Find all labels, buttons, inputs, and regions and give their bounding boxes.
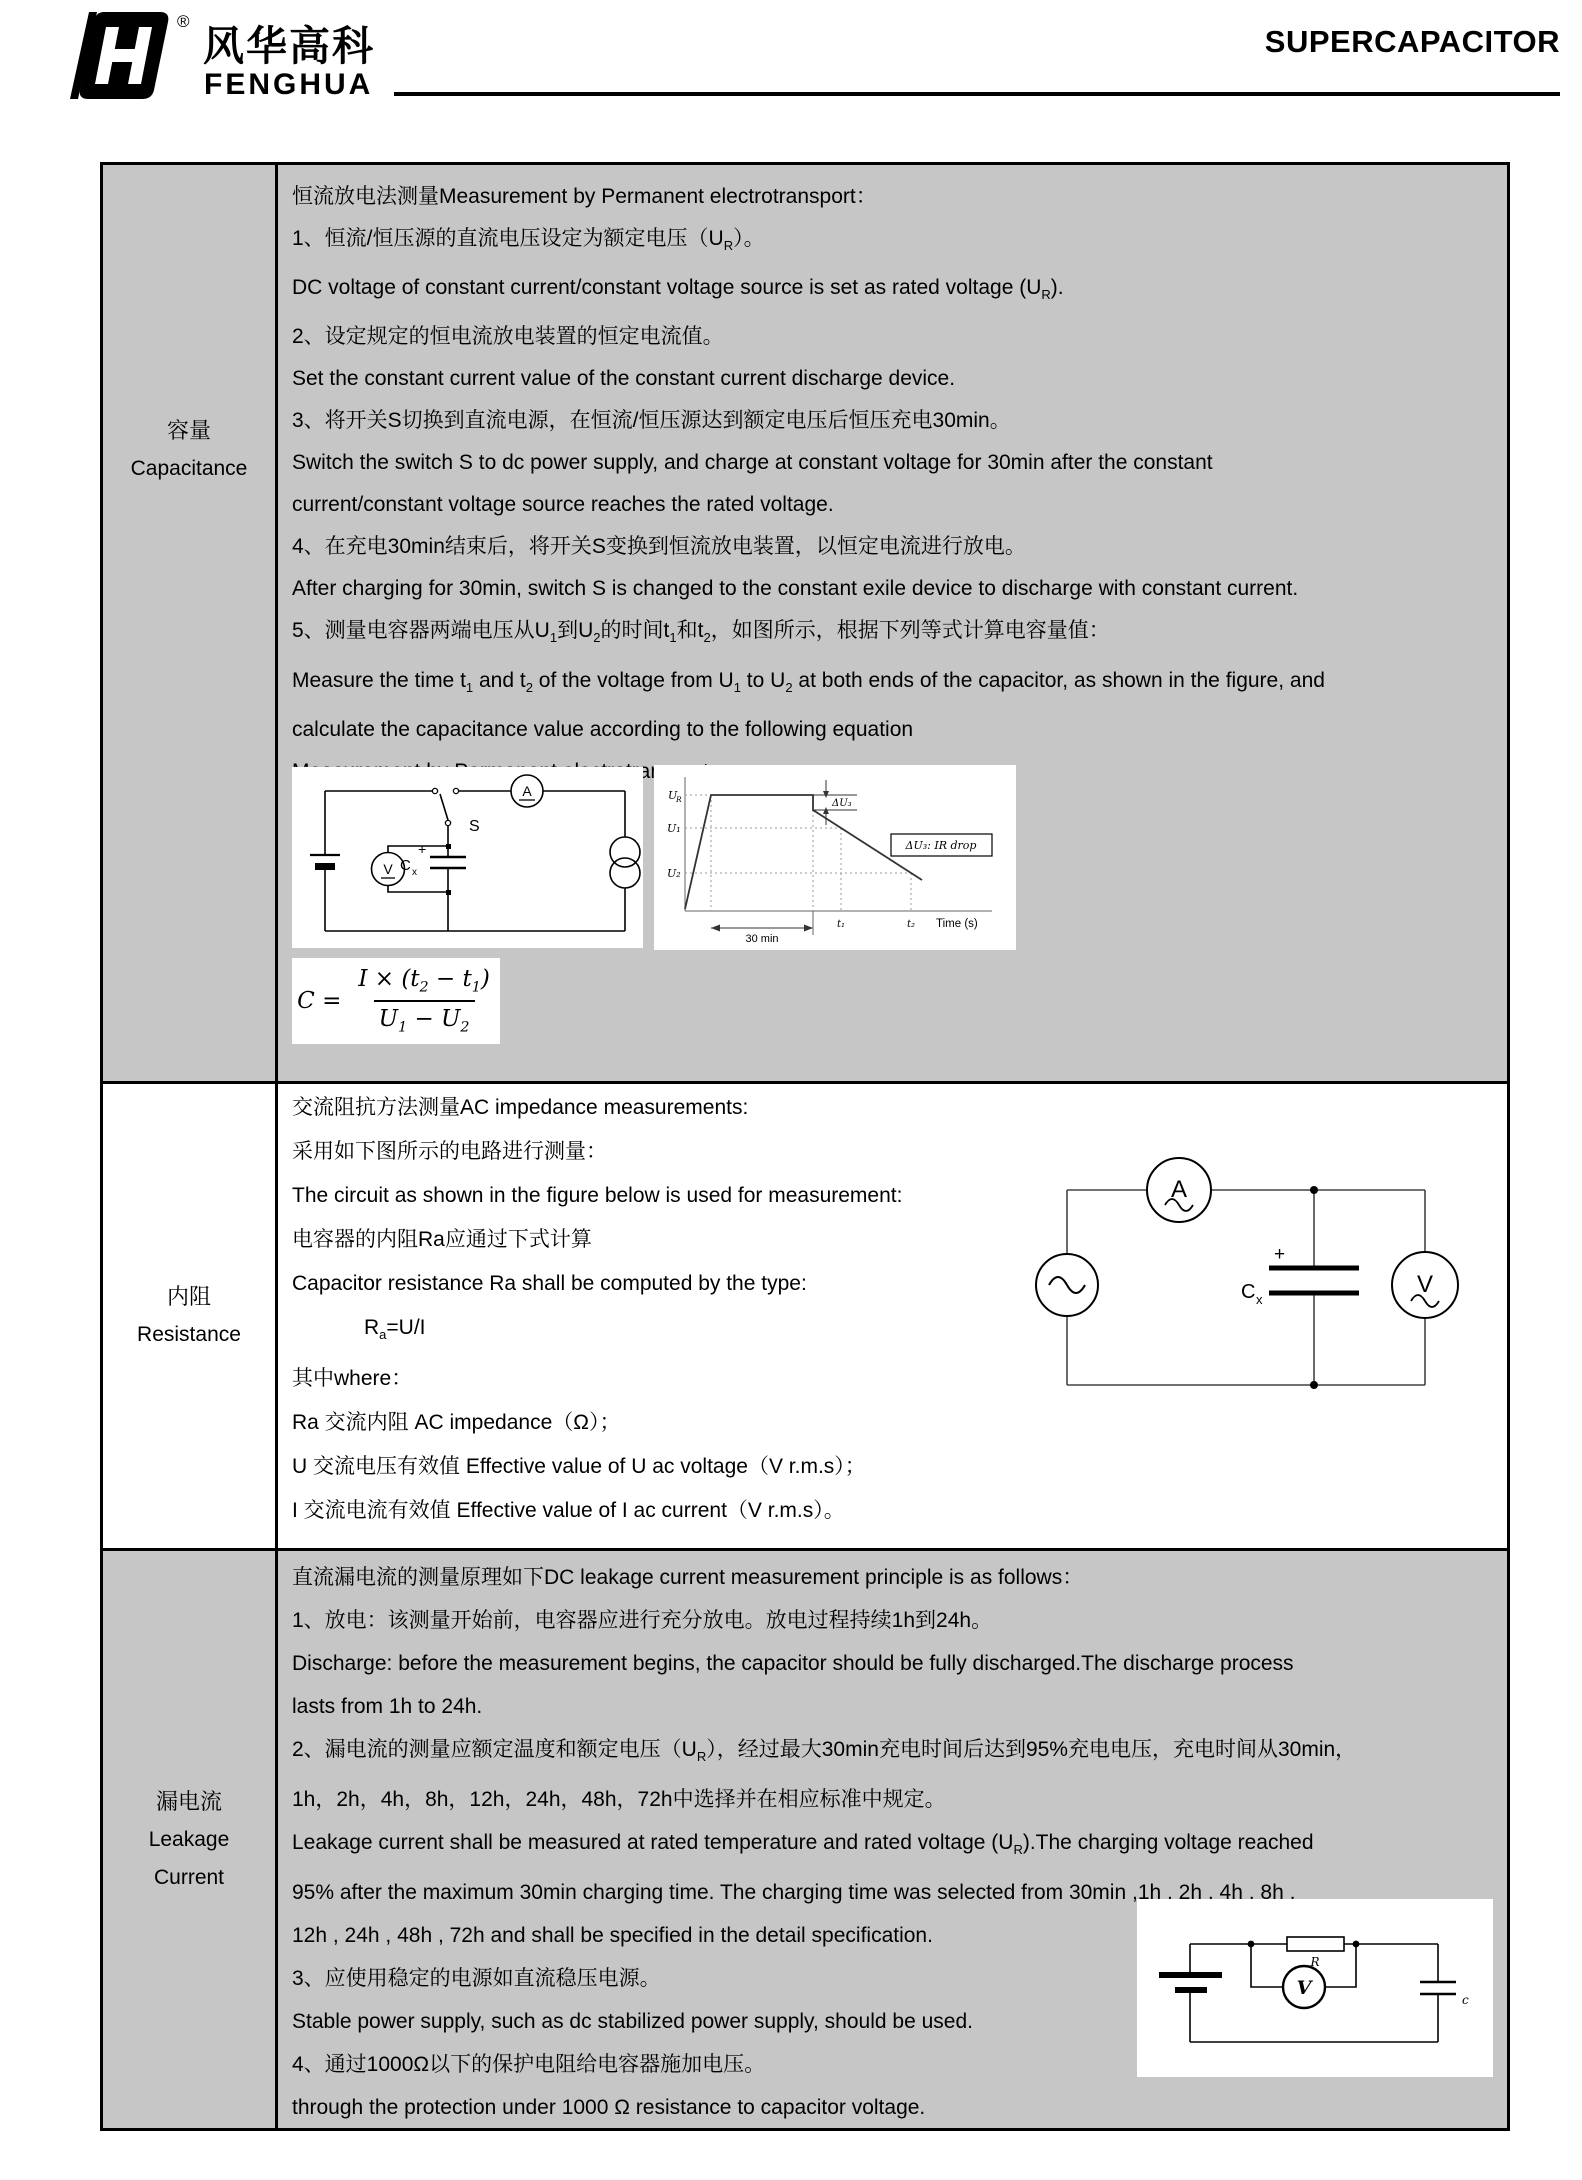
row-label-leakage-current xyxy=(103,1551,278,2128)
text-line: Ra 交流内阻 AC impedance（Ω）； xyxy=(292,1411,621,1435)
text-line: 2、设定规定的恒电流放电装置的恒定电流值。 xyxy=(292,325,724,349)
leakage-circuit-figure xyxy=(1137,1899,1493,2077)
battery-icon xyxy=(315,863,335,870)
text-line: 1、放电：该测量开始前，电容器应进行充分放电。放电过程持续1h到24h。 xyxy=(292,1609,993,1632)
text-line: 采用如下图所示的电路进行测量： xyxy=(292,1140,607,1163)
text-line: 直流漏电流的测量原理如下DC leakage current measurement principle is as follows： xyxy=(292,1566,1084,1589)
text-line: 2、漏电流的测量应额定温度和额定电压$(U_R)$，经过最大30min充电时间后达到95%充电电压，充电时间从30min， xyxy=(292,1738,1357,1765)
text-line: through the protection under 1000 Ω resistance to capacitor voltage. xyxy=(292,2096,926,2120)
text-line: Switch the switch S to dc power supply, and charge at constant voltage for 30min after the constant xyxy=(292,451,1213,475)
switch-icon xyxy=(432,788,437,793)
row-label-en: Current xyxy=(153,1865,225,1889)
fenghua-logo-icon xyxy=(58,11,170,100)
delta-u-label: ΔU₃ xyxy=(832,798,852,809)
text-line: 4、通过1000Ω以下的保护电阻给电容器施加电压。 xyxy=(292,2053,766,2077)
text-line: 12h , 24h , 48h , 72h and shall be specified in the detail specification. xyxy=(292,1924,933,1948)
row-content-capacitance xyxy=(278,165,1507,1081)
formula-fraction xyxy=(353,966,494,1035)
text-line-formula-ra: $R_a=U/I$ xyxy=(364,1316,426,1343)
voltmeter-label: V xyxy=(1296,1977,1312,1999)
logo-latin-name: FENGHUA xyxy=(204,68,374,101)
text-line: I 交流电流有效值 Effective value of I ac current（V r.m.s）。 xyxy=(292,1499,845,1523)
row-label-cn: 内阻 xyxy=(166,1284,211,1309)
y-label-u1: U₁ xyxy=(667,822,681,835)
ir-drop-note: ΔU₃: IR drop xyxy=(905,839,977,852)
text-line: calculate the capacitance value according to the following equation xyxy=(292,717,914,741)
resistor-icon xyxy=(1287,1937,1344,1951)
text-line: Stable power supply, such as dc stabilized power supply, should be used. xyxy=(292,2010,973,2034)
text-line: U 交流电压有效值 Effective value of U ac voltage（V r.m.s）； xyxy=(292,1455,866,1479)
capacitor-label: c xyxy=(1462,1993,1469,2007)
ammeter-label: A xyxy=(1170,1176,1188,1203)
capacitor-label-sub: x xyxy=(1256,1292,1263,1307)
discharge-graph-figure xyxy=(654,765,1016,950)
text-line: 恒流放电法测量Measurement by Permanent electrotransport： xyxy=(292,185,877,208)
text-line: Discharge: before the measurement begins, the capacitor should be fully discharged.The discharge process xyxy=(292,1652,1294,1675)
registered-trademark-icon: ® xyxy=(177,12,190,31)
text-line: DC voltage of constant current/constant voltage source is set as rated voltage $(U_R)$. xyxy=(292,276,1064,303)
ammeter-label: A xyxy=(522,783,532,799)
text-line: After charging for 30min, switch S is changed to the constant exile device to discharge with constant current. xyxy=(292,577,1299,601)
capacitance-circuit-figure xyxy=(292,767,643,948)
table-row-capacitance xyxy=(103,165,1507,1081)
row-label-en: Leakage xyxy=(148,1827,230,1851)
table-row-leakage-current xyxy=(103,1548,1507,2128)
voltmeter-label: V xyxy=(383,861,393,877)
charge-span-label: 30 min xyxy=(745,933,779,945)
row-label-capacitance xyxy=(103,165,278,1081)
header-divider xyxy=(394,92,1560,96)
text-line: 3、将开关S切换到直流电源，在恒流/恒压源达到额定电压后恒压充电30min。 xyxy=(292,409,1011,433)
y-label-rated-voltage-sub: R xyxy=(676,795,682,804)
text-line: 交流阻抗方法测量AC impedance measurements: xyxy=(292,1096,749,1119)
switch-label: S xyxy=(469,818,480,835)
text-line: The circuit as shown in the figure below is used for measurement: xyxy=(292,1184,903,1207)
text-line: Leakage current shall be measured at rated temperature and rated voltage $(U_R).The$ charging voltage reached xyxy=(292,1831,1314,1858)
formula-numerator: $I \times (t_2 - t_1)$ xyxy=(358,966,490,996)
ac-impedance-circuit-figure xyxy=(1027,1135,1467,1430)
capacitance-formula xyxy=(292,958,500,1044)
capacitor-label-sub: x xyxy=(412,867,417,878)
formula-denominator: $U_1 - U_2$ xyxy=(374,1000,475,1036)
row-label-resistance xyxy=(103,1084,278,1548)
page-title: SUPERCAPACITOR xyxy=(1264,24,1560,59)
polarity-plus: + xyxy=(1274,1244,1286,1265)
text-line: Capacitor resistance Ra shall be computed by the type: xyxy=(292,1272,807,1295)
text-line: 5、测量电容器两端电压从$U_1$到$U_2$的时间$t_1$和$t_2$，如图所示，根据下列等式计算电容量值： xyxy=(292,619,1110,646)
row-label-cn: 容量 xyxy=(166,418,211,443)
text-line: current/constant voltage source reaches the rated voltage. xyxy=(292,493,834,517)
battery-icon xyxy=(1159,1972,1222,1978)
text-line: 3、应使用稳定的电源如直流稳压电源。 xyxy=(292,1967,661,1991)
row-label-en: Resistance xyxy=(137,1323,241,1346)
measurement-methods-table xyxy=(100,162,1510,2131)
text-line: 1、恒流/恒压源的直流电压设定为额定电压$(U_R)$。 xyxy=(292,227,765,254)
text-line: 95% after the maximum 30min charging time. The charging time was selected from 30min ,1h , 2h , 4h , 8h , xyxy=(292,1881,1296,1905)
capacitor-label: C xyxy=(1241,1281,1256,1303)
text-line: lasts from 1h to 24h. xyxy=(292,1695,483,1718)
table-row-resistance xyxy=(103,1081,1507,1548)
row-label-en: Capacitance xyxy=(130,457,248,480)
text-line: 1h，2h，4h，8h，12h，24h，48h，72h中选择并在相应标准中规定。 xyxy=(292,1788,946,1812)
row-label-cn: 漏电流 xyxy=(155,1788,222,1814)
text-line: Measurement by Permanent electrotransport: xyxy=(292,759,715,783)
resistor-label: R xyxy=(1310,1955,1320,1969)
t1-tick-label: t₁ xyxy=(836,919,846,930)
x-axis-label: Time (s) xyxy=(936,918,978,930)
logo-chinese-name: 风华高科 xyxy=(203,23,375,69)
row-content-leakage-current xyxy=(278,1551,1507,2128)
text-line: Measure the time $t_1$ and $t_2$ of the voltage from $U_1$ to $U_2$ at both ends of the capacitor, as shown in the figure, and xyxy=(292,668,1325,695)
t2-tick-label: t₂ xyxy=(906,919,916,930)
capacitor-label: C xyxy=(400,857,411,874)
polarity-plus: + xyxy=(418,841,427,857)
formula-lhs: C = xyxy=(297,988,342,1014)
text-line: 电容器的内阻Ra应通过下式计算 xyxy=(292,1228,592,1251)
text-line: Set the constant current value of the constant current discharge device. xyxy=(292,367,956,391)
voltmeter-label: V xyxy=(1416,1271,1434,1298)
y-label-rated-voltage: U xyxy=(668,789,678,802)
text-line: 其中where： xyxy=(292,1367,413,1391)
y-label-u2: U₂ xyxy=(667,867,681,880)
row-content-resistance xyxy=(278,1084,1507,1548)
text-line: 4、在充电30min结束后，将开关S变换到恒流放电装置，以恒定电流进行放电。 xyxy=(292,535,1026,559)
